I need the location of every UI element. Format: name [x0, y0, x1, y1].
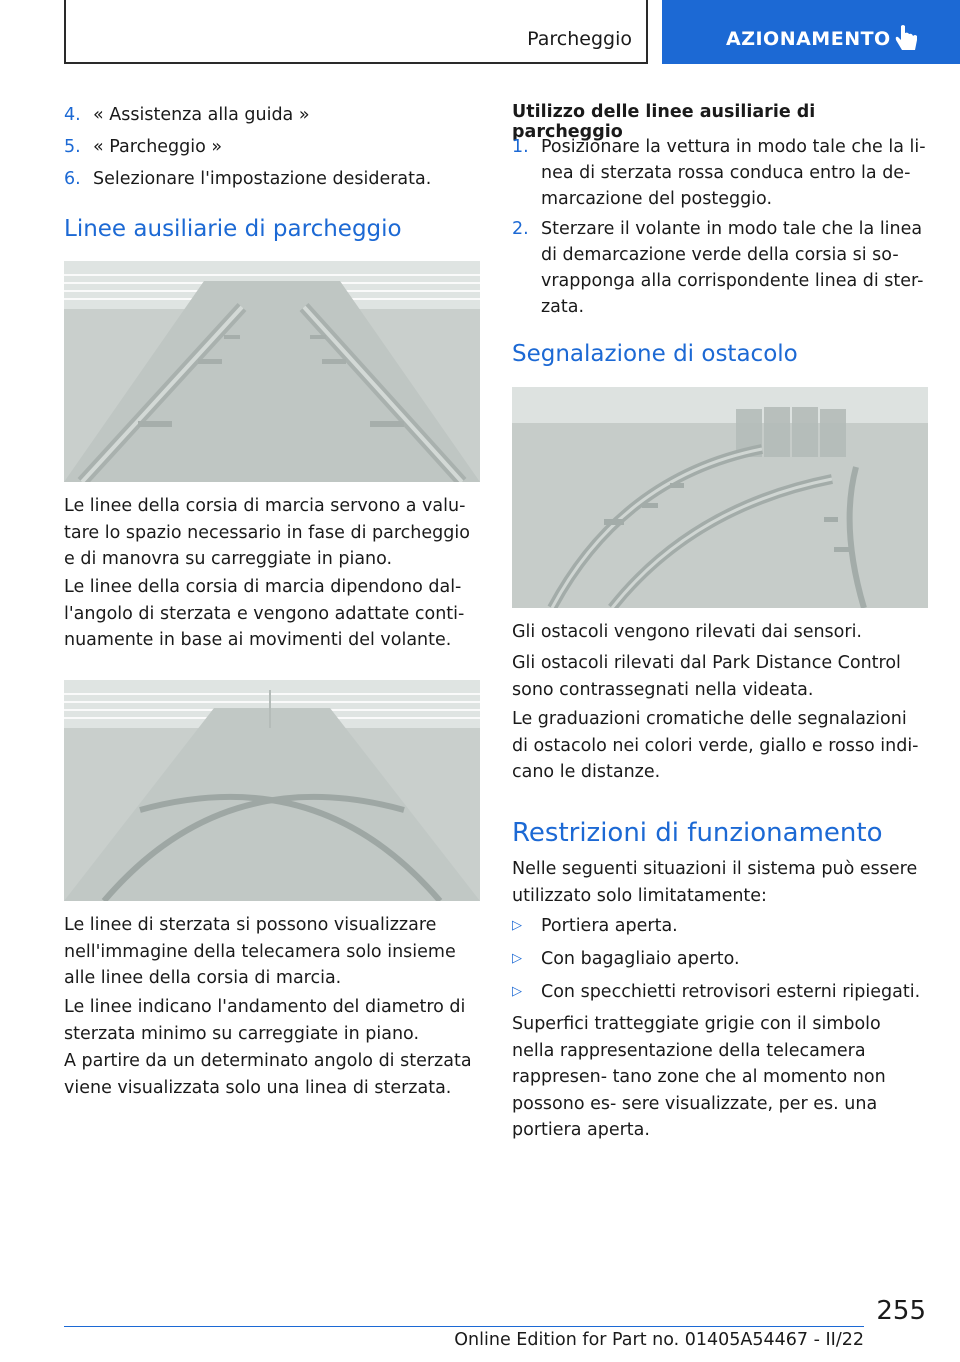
step-text: « Assistenza alla guida » [93, 105, 310, 125]
step-number: 2. [512, 219, 529, 239]
heading-parking-lines: Linee ausiliarie di parcheggio [64, 216, 402, 242]
paragraph: Superfici tratteggiate grigie con il simbolo nella rappresentazione della telecamera rappresen- tano zone che al momento non possono es- sere visualizzate, per es. una portiera aperta. [512, 1014, 886, 1140]
paragraph: Le linee indicano l'andamento del diametro di sterzata minimo su carreggiate in piano. [64, 997, 466, 1044]
paragraph: Gli ostacoli vengono rilevati dai sensori. [512, 622, 862, 642]
bullet-text: Con bagagliaio aperto. [541, 949, 740, 969]
list-item [512, 134, 928, 214]
section-title: Parcheggio [527, 28, 632, 50]
step-text: Posizionare la vettura in modo tale che la li- nea di sterzata rossa conduca entro la de- marcazione del posteggio. [541, 137, 926, 209]
pointing-hand-icon [894, 24, 920, 54]
paragraph: Le linee di sterzata si possono visualizzare nell'immagine della telecamera solo insieme alle linee della corsia di marcia. [64, 915, 456, 988]
figure-obstacle-marking [512, 387, 928, 608]
chapter-tab[interactable] [662, 0, 960, 64]
footer-divider [64, 1326, 864, 1327]
triangle-bullet-icon: ▷ [512, 984, 522, 999]
step-text: « Parcheggio » [93, 137, 223, 157]
step-text: Sterzare il volante in modo tale che la linea di demarcazione verde della corsia si so- vrapponga alla corrispondente linea di ster- zata. [541, 219, 924, 317]
bullet-text: Portiera aperta. [541, 916, 678, 936]
edition-footer: Online Edition for Part no. 01405A54467 - II/22 [454, 1330, 864, 1350]
heading-obstacle: Segnalazione di ostacolo [512, 341, 798, 367]
triangle-bullet-icon: ▷ [512, 918, 522, 933]
chapter-tab-label: AZIONAMENTO [726, 28, 891, 50]
step-number: 5. [64, 137, 81, 157]
step-text: Selezionare l'impostazione desiderata. [93, 169, 432, 189]
paragraph: A partire da un determinato angolo di sterzata viene visualizzata solo una linea di sterzata. [64, 1051, 472, 1098]
paragraph: Le linee della corsia di marcia servono a valu- tare lo spazio necessario in fase di parcheggio e di manovra su carreggiate in piano. [64, 496, 470, 569]
subheading-usage: Utilizzo delle linee ausiliarie di parcheggio [512, 102, 816, 142]
step-number: 6. [64, 169, 81, 189]
paragraph: Le graduazioni cromatiche delle segnalazioni di ostacolo nei colori verde, giallo e rosso indi- cano le distanze. [512, 709, 919, 782]
header-section-box [64, 0, 648, 64]
paragraph: Le linee della corsia di marcia dipendono dal- l'angolo di sterzata e vengono adattate conti- nuamente in base ai movimenti del volante. [64, 577, 465, 650]
figure-lane-lines [64, 261, 480, 482]
figure-steering-lines [64, 680, 480, 901]
bullet-text: Con specchietti retrovisori esterni ripiegati. [541, 982, 921, 1002]
paragraph: Nelle seguenti situazioni il sistema può essere utilizzato solo limitatamente: [512, 859, 918, 906]
triangle-bullet-icon: ▷ [512, 951, 522, 966]
paragraph: Gli ostacoli rilevati dal Park Distance Control sono contrassegnati nella videata. [512, 653, 901, 700]
heading-restrictions: Restrizioni di funzionamento [512, 818, 883, 848]
step-number: 4. [64, 105, 81, 125]
step-number: 1. [512, 137, 529, 157]
page-number: 255 [876, 1296, 926, 1326]
list-item [512, 216, 928, 322]
